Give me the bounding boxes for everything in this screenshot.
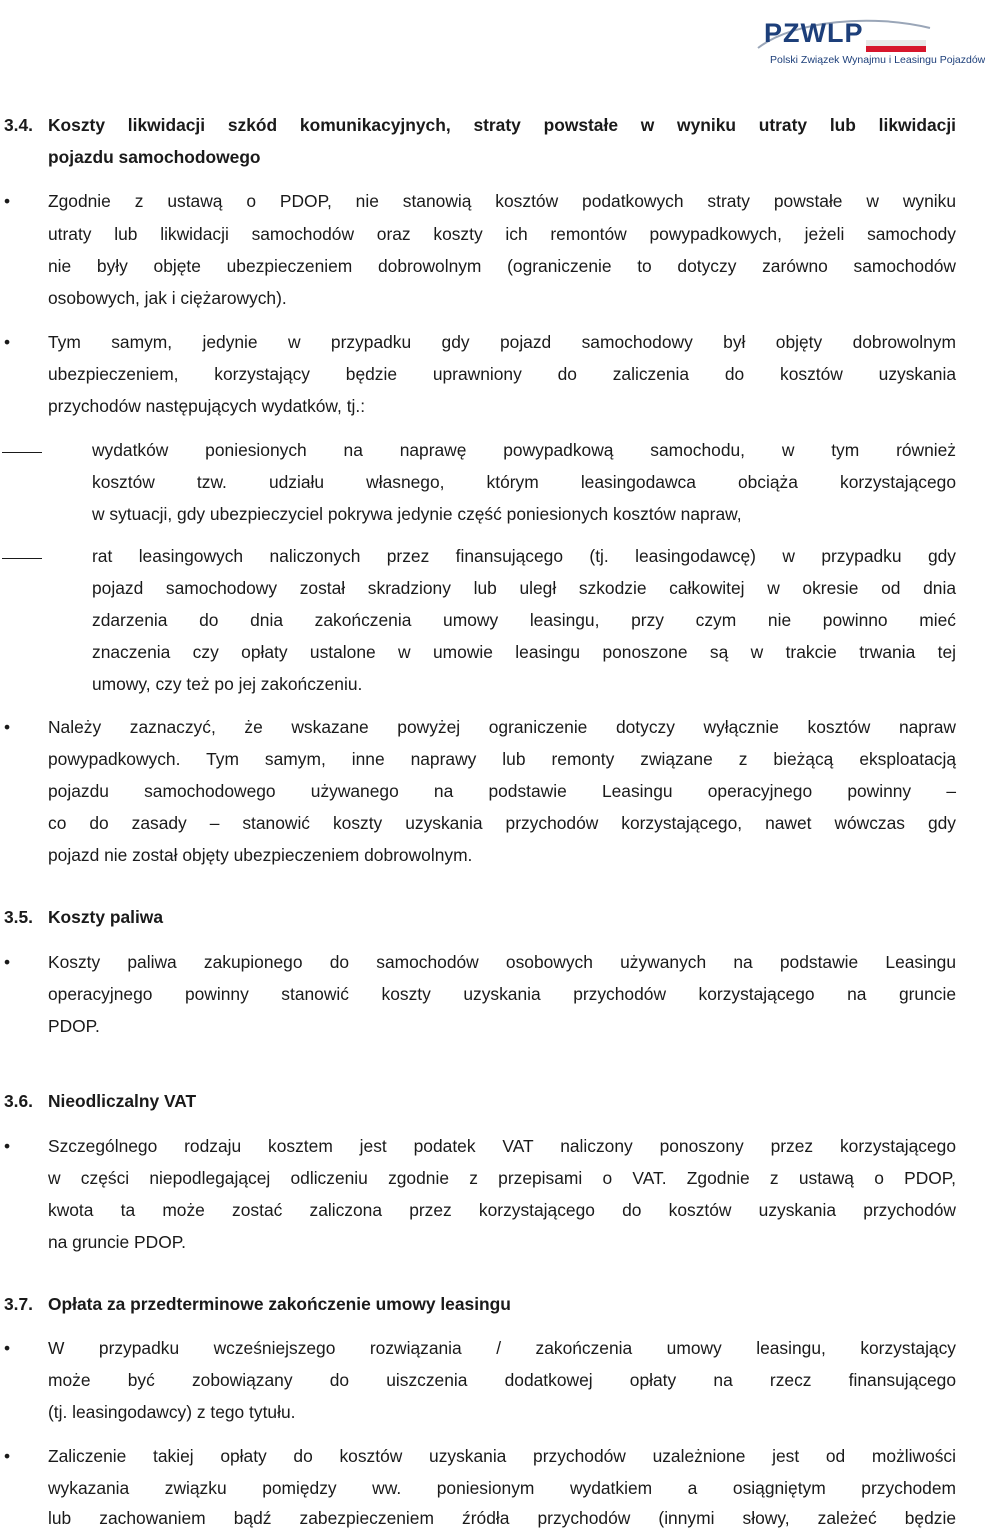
- paragraph-line: ubezpieczeniem, korzystający będzie uprawniony do zaliczenia do kosztów uzyskania: [48, 364, 956, 384]
- paragraph-line: Koszty paliwa zakupionego do samochodów osobowych używanych na podstawie Leasingu: [48, 952, 956, 972]
- section-3-6-title: Nieodliczalny VAT: [48, 1091, 197, 1111]
- paragraph-line: w sytuacji, gdy ubezpieczyciel pokrywa jedynie część poniesionych kosztów napraw,: [92, 504, 742, 524]
- paragraph-line: pojazd samochodowy został skradziony lub uległ szkodzie całkowitej w okresie od dnia: [92, 578, 956, 598]
- paragraph-line: wydatków poniesionych na naprawę powypadkową samochodu, w tym również: [92, 440, 956, 460]
- paragraph-line: co do zasady – stanowić koszty uzyskania przychodów korzystającego, nawet wówczas gdy: [48, 813, 956, 833]
- paragraph-line: Należy zaznaczyć, że wskazane powyżej ograniczenie dotyczy wyłącznie kosztów napraw: [48, 717, 956, 737]
- bullet-marker: •: [4, 1446, 11, 1466]
- paragraph-line: Zaliczenie takiej opłaty do kosztów uzyskania przychodów uzależnione jest od możliwości: [48, 1446, 956, 1466]
- logo-subtitle: Polski Związek Wynajmu i Leasingu Pojazdów: [770, 54, 985, 66]
- section-3-7-title: Opłata za przedterminowe zakończenie umowy leasingu: [48, 1294, 511, 1314]
- polish-flag-icon: [866, 40, 926, 52]
- paragraph-line: osobowych, jak i ciężarowych).: [48, 288, 287, 308]
- paragraph-line: umowy, czy też po jej zakończeniu.: [92, 674, 363, 694]
- paragraph-line: rat leasingowych naliczonych przez finansującego (tj. leasingodawcę) w przypadku gdy: [92, 546, 956, 566]
- paragraph-line: PDOP.: [48, 1016, 100, 1036]
- paragraph-line: Szczególnego rodzaju kosztem jest podatek VAT naliczony ponoszony przez korzystającego: [48, 1136, 956, 1156]
- dash-marker: [2, 558, 42, 559]
- paragraph-line: pojazdu samochodowego używanego na podstawie Leasingu operacyjnego powinny –: [48, 781, 956, 801]
- paragraph-line: kosztów tzw. udziału własnego, którym leasingodawca obciąża korzystającego: [92, 472, 956, 492]
- paragraph-line: powypadkowych. Tym samym, inne naprawy lub remonty związane z bieżącą eksploatacją: [48, 749, 956, 769]
- bullet-marker: •: [4, 332, 11, 352]
- paragraph-line: (tj. leasingodawcy) z tego tytułu.: [48, 1402, 296, 1422]
- section-3-5-title: Koszty paliwa: [48, 907, 164, 927]
- section-3-6-number: 3.6.: [4, 1091, 34, 1111]
- section-3-4-title-line2: pojazdu samochodowego: [48, 147, 261, 167]
- paragraph-line: nie były objęte ubezpieczeniem dobrowolnym (ograniczenie to dotyczy zarówno samochodów: [48, 256, 956, 276]
- dash-marker: [2, 452, 42, 453]
- paragraph-line: kwota ta może zostać zaliczona przez korzystającego do kosztów uzyskania przychodów: [48, 1200, 956, 1220]
- section-3-4-number: 3.4.: [4, 115, 34, 135]
- paragraph-line: Zgodnie z ustawą o PDOP, nie stanowią kosztów podatkowych straty powstałe w wyniku: [48, 191, 956, 211]
- paragraph-line: znaczenia czy opłaty ustalone w umowie leasingu ponoszone są w trakcie trwania tej: [92, 642, 956, 662]
- bullet-marker: •: [4, 1338, 11, 1358]
- logo-brand: PZWLP: [764, 18, 864, 48]
- paragraph-line: operacyjnego powinny stanowić koszty uzyskania przychodów korzystającego na gruncie: [48, 984, 956, 1004]
- section-3-4-title-line1: Koszty likwidacji szkód komunikacyjnych, straty powstałe w wyniku utraty lub likwidacji: [48, 115, 956, 135]
- paragraph-line: na gruncie PDOP.: [48, 1232, 186, 1252]
- paragraph-line: może być zobowiązany do uiszczenia dodatkowej opłaty na rzecz finansującego: [48, 1370, 956, 1390]
- section-3-7-number: 3.7.: [4, 1294, 34, 1314]
- bullet-marker: •: [4, 952, 11, 972]
- section-3-5-number: 3.5.: [4, 907, 34, 927]
- paragraph-line: zdarzenia do dnia zakończenia umowy leasingu, przy czym nie powinno mieć: [92, 610, 956, 630]
- paragraph-line: w części niepodlegającej odliczeniu zgodnie z przepisami o VAT. Zgodnie z ustawą o PDOP,: [48, 1168, 956, 1188]
- pzwlp-logo: [734, 14, 985, 84]
- bullet-marker: •: [4, 717, 11, 737]
- paragraph-line: przychodów następujących wydatków, tj.:: [48, 396, 366, 416]
- paragraph-line: W przypadku wcześniejszego rozwiązania / zakończenia umowy leasingu, korzystający: [48, 1338, 956, 1358]
- paragraph-line: lub zachowaniem bądź zabezpieczeniem źródła przychodów (innymi słowy, zależeć będzie: [48, 1508, 956, 1528]
- paragraph-line: pojazd nie został objęty ubezpieczeniem dobrowolnym.: [48, 845, 473, 865]
- paragraph-line: utraty lub likwidacji samochodów oraz koszty ich remontów powypadkowych, jeżeli samochody: [48, 224, 956, 244]
- bullet-marker: •: [4, 191, 11, 211]
- paragraph-line: wykazania związku pomiędzy ww. poniesionym wydatkiem a osiągniętym przychodem: [48, 1478, 956, 1498]
- paragraph-line: Tym samym, jedynie w przypadku gdy pojazd samochodowy był objęty dobrowolnym: [48, 332, 956, 352]
- bullet-marker: •: [4, 1136, 11, 1156]
